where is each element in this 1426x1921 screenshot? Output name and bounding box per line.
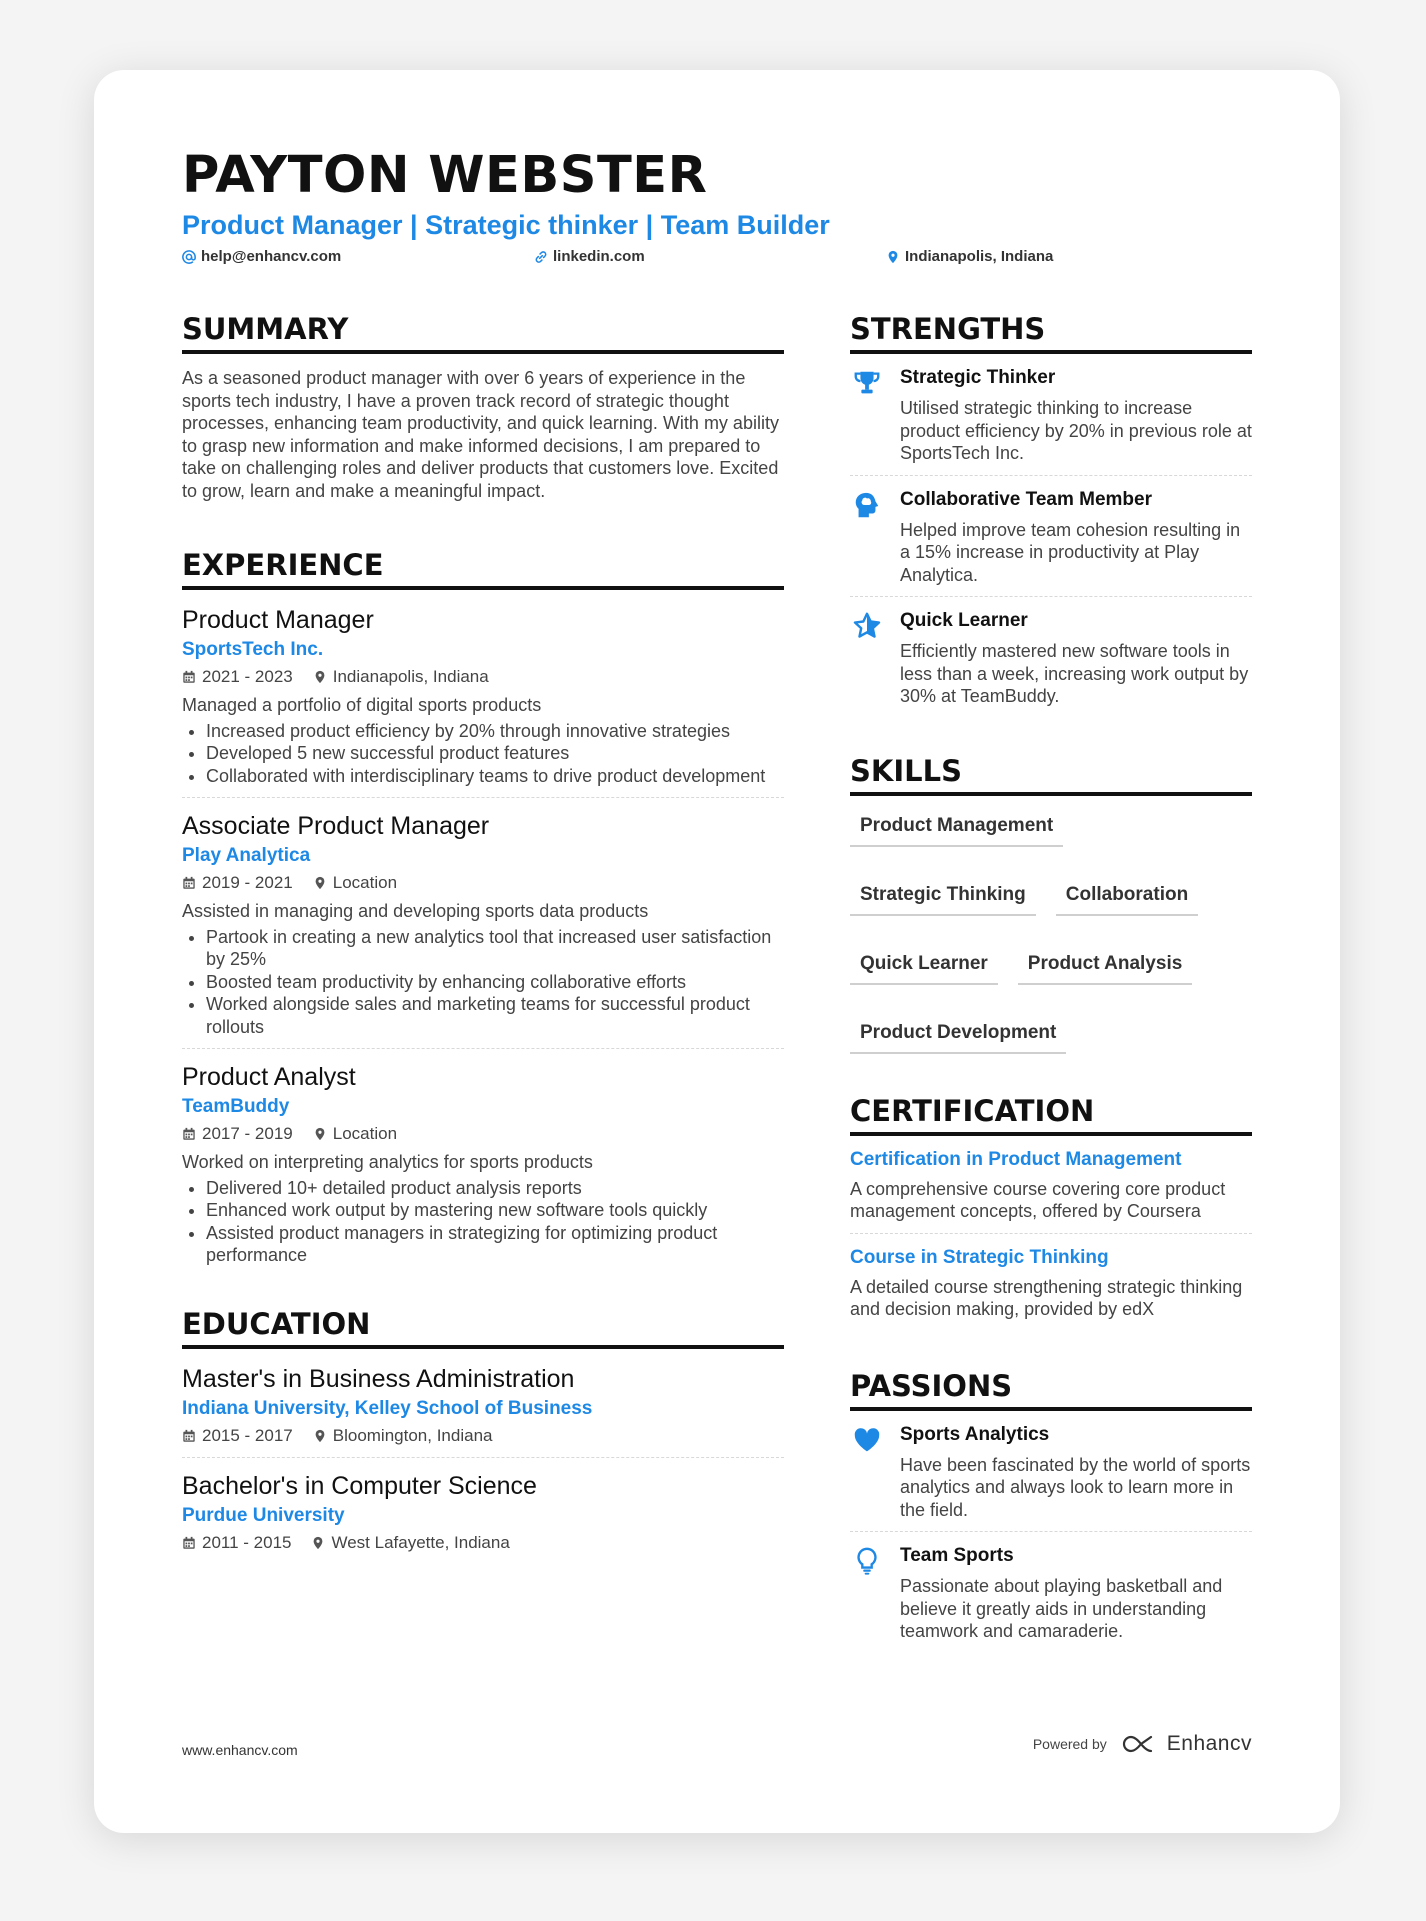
job-bullet: • Partook in creating a new analytics tool that increased user satisfaction by 25%	[206, 926, 784, 971]
school: Indiana University, Kelley School of Business	[182, 1397, 593, 1419]
email-text: help@enhancv.com	[201, 248, 342, 265]
strength-description: Helped improve team cohesion resulting in a 15% increase in productivity at Play Analytica.	[900, 519, 1241, 585]
job-meta	[182, 666, 784, 688]
job-location: Location	[332, 1124, 398, 1143]
contact-email[interactable]	[182, 248, 341, 265]
certification-item	[850, 1136, 1252, 1234]
job-bullet: • Developed 5 new successful product features	[206, 742, 784, 765]
infinity-logo-icon	[1121, 1734, 1161, 1754]
education-section	[182, 1305, 784, 1564]
job-description: Assisted in managing and developing sports data products	[182, 901, 649, 921]
passion-item	[850, 1411, 1252, 1533]
certification-section	[850, 1092, 1252, 1331]
brand-name: Enhancv	[1166, 1732, 1252, 1755]
education-list	[182, 1349, 784, 1564]
at-icon	[182, 250, 196, 264]
strength-title: Quick Learner	[900, 610, 1028, 631]
school: Purdue University	[182, 1504, 345, 1526]
education-meta	[182, 1425, 784, 1447]
job-role: Product Manager	[182, 606, 374, 634]
powered-by-label: Powered by	[1032, 1736, 1107, 1752]
skills-title: SKILLS	[850, 752, 1252, 796]
job-role: Product Analyst	[182, 1063, 356, 1091]
location-pin-icon	[311, 1536, 325, 1550]
passion-title: Sports Analytics	[900, 1423, 1050, 1445]
job-dates: 2021 - 2023	[202, 667, 293, 686]
passions-section	[850, 1367, 1252, 1653]
linkedin-text: linkedin.com	[553, 248, 645, 265]
strength-item	[850, 597, 1252, 718]
job-bullet: • Boosted team productivity by enhancing collaborative efforts	[206, 971, 784, 994]
resume-content	[182, 70, 1252, 1833]
job-company: Play Analytica	[182, 845, 311, 866]
experience-item	[182, 604, 784, 798]
location-pin-icon	[313, 1429, 327, 1443]
job-bullet: • Worked alongside sales and marketing teams for successful product rollouts	[206, 993, 784, 1038]
footer-website[interactable]: www.enhancv.com	[182, 1742, 298, 1758]
education-location: Bloomington, Indiana	[332, 1425, 493, 1445]
strength-title: Collaborative Team Member	[900, 488, 1153, 510]
strength-title: Strategic Thinker	[900, 367, 1056, 388]
candidate-tagline: Product Manager | Strategic thinker | Team Builder	[182, 210, 830, 240]
summary-title: SUMMARY	[182, 310, 784, 354]
lightbulb-icon	[852, 1546, 882, 1576]
job-bullet: • Enhanced work output by mastering new software tools quickly	[206, 1199, 784, 1222]
certification-item	[850, 1234, 1252, 1331]
job-description: Managed a portfolio of digital sports products	[182, 695, 542, 715]
job-bullets	[182, 1177, 784, 1267]
skill-tag: Collaboration	[1056, 883, 1198, 916]
education-dates: 2011 - 2015	[202, 1532, 292, 1552]
left-column	[182, 310, 784, 1576]
contact-linkedin[interactable]	[534, 248, 645, 265]
job-bullet: • Increased product efficiency by 20% through innovative strategies	[206, 720, 784, 743]
experience-title: EXPERIENCE	[182, 546, 784, 590]
location-pin-icon	[886, 250, 900, 264]
certification-name: Course in Strategic Thinking	[850, 1246, 1109, 1268]
right-column	[850, 310, 1252, 1653]
education-title: EDUCATION	[182, 1305, 784, 1349]
summary-text: As a seasoned product manager with over 6 years of experience in the sports tech industry, I have a proven track record of strategic thought processes, enhancing team productivity, and quick learning. With my ability to grasp new information and make informed decisions, I am prepared to take on challenging roles and deliver products that customers love. Excited to grow, learn and make a meaningful impact.	[182, 368, 779, 501]
job-bullets	[182, 720, 784, 788]
job-bullet: • Delivered 10+ detailed product analysis reports	[206, 1177, 784, 1200]
link-icon	[534, 250, 548, 264]
strength-item	[850, 476, 1252, 598]
passions-title: PASSIONS	[850, 1367, 1252, 1411]
job-location: Indianapolis, Indiana	[332, 667, 489, 686]
job-company: SportsTech Inc.	[182, 639, 324, 660]
job-bullets	[182, 926, 784, 1039]
calendar-icon	[182, 1536, 196, 1550]
strength-description: Efficiently mastered new software tools in less than a week, increasing work output by 30% at TeamBuddy.	[900, 641, 1249, 706]
experience-item	[182, 1061, 784, 1277]
enhancv-logo[interactable]	[1121, 1732, 1252, 1756]
skills-list	[850, 796, 1252, 1054]
brain-head-icon	[852, 490, 882, 520]
trophy-icon	[852, 368, 882, 398]
job-meta	[182, 1123, 784, 1145]
job-meta	[182, 872, 784, 894]
job-description: Worked on interpreting analytics for sports products	[182, 1152, 593, 1172]
skill-tag: Product Management	[850, 814, 1063, 847]
passion-description: Passionate about playing basketball and believe it greatly aids in understanding teamwork and camaraderie.	[900, 1576, 1223, 1641]
strengths-section	[850, 310, 1252, 718]
contact-bar	[182, 248, 1082, 270]
education-dates: 2015 - 2017	[202, 1425, 293, 1445]
strength-description: Utilised strategic thinking to increase product efficiency by 20% in previous role at SportsTech Inc.	[900, 398, 1252, 463]
heart-icon	[852, 1425, 882, 1455]
location-text: Indianapolis, Indiana	[905, 248, 1054, 265]
star-icon	[852, 611, 882, 641]
certification-description: A detailed course strengthening strategic thinking and decision making, provided by edX	[850, 1276, 1243, 1319]
skill-tag: Quick Learner	[850, 952, 998, 985]
job-bullet: • Assisted product managers in strategizing for optimizing product performance	[206, 1222, 784, 1267]
job-dates: 2019 - 2021	[202, 873, 293, 892]
experience-item	[182, 810, 784, 1049]
resume-card	[94, 70, 1340, 1833]
calendar-icon	[182, 876, 196, 890]
location-pin-icon	[313, 876, 327, 890]
passion-title: Team Sports	[900, 1545, 1014, 1566]
location-pin-icon	[313, 1127, 327, 1141]
candidate-name: PAYTON WEBSTER	[182, 146, 708, 205]
education-location: West Lafayette, Indiana	[331, 1532, 510, 1552]
footer-branding	[1033, 1732, 1252, 1756]
calendar-icon	[182, 670, 196, 684]
job-company: TeamBuddy	[182, 1096, 290, 1117]
calendar-icon	[182, 1429, 196, 1443]
location-pin-icon	[313, 670, 327, 684]
certification-description: A comprehensive course covering core product management concepts, offered by Coursera	[850, 1178, 1226, 1221]
education-meta	[182, 1532, 784, 1554]
job-dates: 2017 - 2019	[202, 1124, 293, 1143]
skill-tag: Product Analysis	[1018, 952, 1193, 985]
certification-name: Certification in Product Management	[850, 1148, 1182, 1170]
experience-section	[182, 546, 784, 1277]
contact-location	[886, 248, 1053, 265]
education-item	[182, 1470, 784, 1564]
strengths-title: STRENGTHS	[850, 310, 1252, 354]
strength-item	[850, 354, 1252, 476]
skill-tag: Product Development	[850, 1021, 1066, 1054]
experience-list	[182, 590, 784, 1277]
skill-tag: Strategic Thinking	[850, 883, 1036, 916]
degree: Bachelor's in Computer Science	[182, 1471, 537, 1500]
job-role: Associate Product Manager	[182, 812, 490, 840]
passion-description: Have been fascinated by the world of sports analytics and always look to learn more in the field.	[900, 1454, 1251, 1520]
education-item	[182, 1363, 784, 1458]
skills-section	[850, 752, 1252, 1054]
job-location: Location	[332, 873, 398, 892]
degree: Master's in Business Administration	[182, 1364, 575, 1393]
calendar-icon	[182, 1127, 196, 1141]
summary-section	[182, 310, 784, 502]
passion-item	[850, 1532, 1252, 1653]
certification-title: CERTIFICATION	[850, 1092, 1252, 1136]
job-bullet: • Collaborated with interdisciplinary teams to drive product development	[206, 765, 784, 788]
